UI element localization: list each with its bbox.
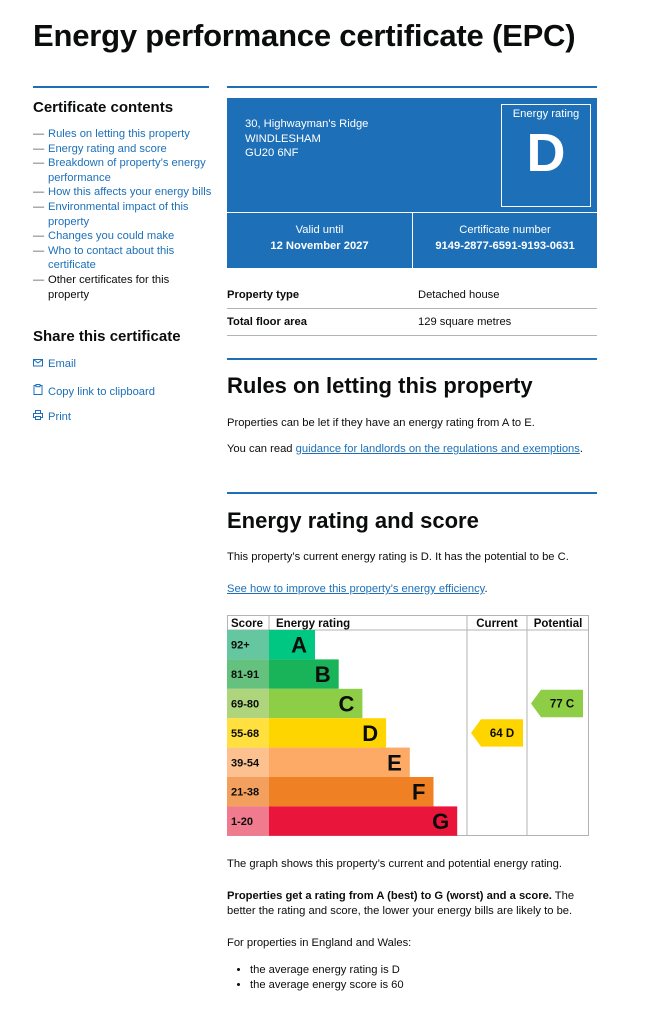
graph-caption: The graph shows this property’s current and potential energy rating. xyxy=(227,858,562,870)
rating-explanation-rest: The better the rating and score, the lower your energy bills are likely to be. xyxy=(227,890,575,917)
contents-link-breakdown[interactable]: Breakdown of property’s energy performance xyxy=(48,157,206,184)
guidance-suffix: . xyxy=(579,443,583,455)
improve-efficiency-link[interactable]: See how to improve this property’s energy efficiency xyxy=(227,583,485,595)
sidebar-divider xyxy=(33,86,209,88)
energy-rating-label: Energy rating xyxy=(512,108,580,120)
page-title: Energy performance certificate (EPC) xyxy=(33,18,576,53)
share-print-link[interactable] xyxy=(33,410,71,423)
share-print-label[interactable]: Print xyxy=(48,411,72,423)
contents-item[interactable] xyxy=(33,273,213,302)
contents-item[interactable] xyxy=(33,142,213,157)
score-range-label: 1-20 xyxy=(231,816,254,829)
contents-list xyxy=(33,127,213,302)
score-range-label: 81-91 xyxy=(231,669,260,682)
rating-band-letter: B xyxy=(314,662,331,688)
potential-column-header: Potential xyxy=(533,618,583,630)
improve-paragraph xyxy=(227,582,597,597)
valid-until xyxy=(227,213,412,269)
energy-rating-graph xyxy=(227,615,589,836)
contents-link-bills[interactable]: How this affects your energy bills xyxy=(48,186,212,199)
energy-rating-chart xyxy=(227,615,589,836)
share-email-link[interactable] xyxy=(33,358,76,370)
property-address xyxy=(245,117,368,161)
valid-until-label: Valid until xyxy=(295,224,344,236)
rating-band-letter: G xyxy=(432,809,450,835)
address-line-3: GU20 6NF xyxy=(245,147,299,159)
rules-guidance-paragraph xyxy=(227,442,597,457)
envelope-icon xyxy=(33,358,43,370)
summary-value: 129 square metres xyxy=(418,316,512,328)
averages-list xyxy=(233,963,404,993)
printer-icon xyxy=(33,410,43,423)
address-line-1: 30, Highwayman's Ridge xyxy=(245,118,369,130)
summary-value: Detached house xyxy=(418,289,500,301)
certificate-number-value: 9149-2877-6591-9193-0631 xyxy=(435,240,575,252)
contents-link-rules[interactable]: Rules on letting this property xyxy=(48,128,190,140)
rating-band-bar xyxy=(269,777,434,806)
contents-item[interactable] xyxy=(33,229,213,244)
guidance-prefix: You can read xyxy=(227,443,296,455)
contents-link-rating[interactable]: Energy rating and score xyxy=(48,142,167,155)
average-score-item: • the average energy score is 60 xyxy=(250,978,404,993)
rating-band-letter: F xyxy=(412,779,426,805)
regions-paragraph: For properties in England and Wales: xyxy=(227,937,412,949)
summary-key: Property type xyxy=(227,289,300,301)
improve-suffix: . xyxy=(484,583,488,595)
contents-link-contact[interactable]: Who to contact about this certificate xyxy=(48,244,175,272)
rules-heading: Rules on letting this property xyxy=(227,373,533,398)
rating-band-bar xyxy=(269,806,457,835)
score-range-label: 69-80 xyxy=(231,698,260,711)
contents-link-environment[interactable]: Environmental impact of this property xyxy=(48,200,189,228)
score-range-label: 39-54 xyxy=(231,757,260,770)
share-heading: Share this certificate xyxy=(33,328,181,345)
share-email-label[interactable]: Email xyxy=(48,358,76,370)
clipboard-icon xyxy=(33,384,43,398)
rating-band-letter: C xyxy=(338,691,355,717)
landlord-guidance-link[interactable]: guidance for landlords on the regulations and exemptions xyxy=(295,443,580,455)
certificate-summary-box xyxy=(227,98,597,268)
share-copy-label[interactable]: Copy link to clipboard xyxy=(48,386,155,398)
summary-row-floor-area xyxy=(227,309,597,336)
valid-until-value: 12 November 2027 xyxy=(270,240,369,252)
score-range-label: 21-38 xyxy=(231,786,260,799)
contents-heading: Certificate contents xyxy=(33,99,174,116)
address-line-2: WINDLESHAM xyxy=(245,132,321,145)
rating-paragraph: This property’s current energy rating is D. It has the potential to be C. xyxy=(227,551,569,563)
contents-item[interactable] xyxy=(33,156,213,185)
main-divider xyxy=(227,86,597,88)
contents-link-changes[interactable]: Changes you could make xyxy=(48,230,175,243)
rating-explanation xyxy=(227,889,589,919)
contents-item[interactable] xyxy=(33,185,213,200)
contents-item[interactable] xyxy=(33,244,213,273)
rating-band-letter: D xyxy=(362,720,379,746)
rating-column-header: Energy rating xyxy=(276,618,351,630)
rating-band-letter: A xyxy=(291,632,307,658)
energy-rating-letter: D xyxy=(526,123,566,183)
contents-item[interactable] xyxy=(33,200,213,229)
rating-explanation-bold: Properties get a rating from A (best) to G (worst) and a score. xyxy=(227,890,552,902)
section-divider xyxy=(227,358,597,360)
current-rating-label: 64 D xyxy=(489,727,515,740)
rating-heading: Energy rating and score xyxy=(227,508,479,533)
average-rating-item: • the average energy rating is D xyxy=(250,963,404,978)
summary-row-property-type xyxy=(227,282,597,309)
score-range-label: 55-68 xyxy=(231,727,260,740)
rules-paragraph: Properties can be let if they have an energy rating from A to E. xyxy=(227,417,535,429)
certificate-number-label: Certificate number xyxy=(459,224,551,236)
current-column-header: Current xyxy=(476,618,518,630)
score-range-label: 92+ xyxy=(231,639,250,652)
section-divider xyxy=(227,492,597,494)
potential-rating-label: 77 C xyxy=(549,698,575,711)
rating-band-letter: E xyxy=(387,750,402,776)
contents-link-other-certificates[interactable]: Other certificates for this property xyxy=(48,273,170,301)
contents-item[interactable] xyxy=(33,127,213,142)
certificate-details xyxy=(227,212,597,269)
share-copy-link[interactable] xyxy=(33,384,155,398)
certificate-number xyxy=(413,213,597,269)
score-column-header: Score xyxy=(231,618,263,630)
energy-rating-box xyxy=(501,104,591,207)
summary-key: Total floor area xyxy=(227,316,307,328)
